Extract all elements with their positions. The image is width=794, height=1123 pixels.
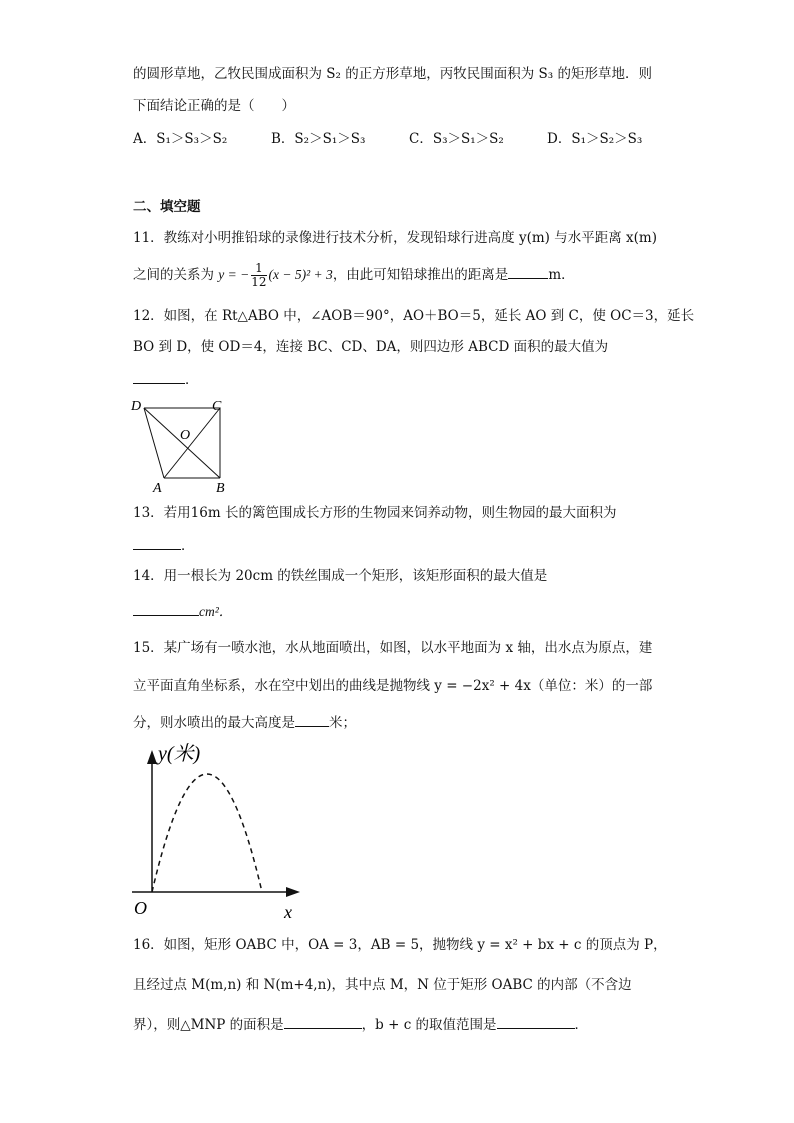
q11-frac-num: 1 [251, 262, 266, 276]
q12-line3 [133, 369, 199, 390]
y-axis-label: y(米) [158, 743, 201, 765]
label-o: O [180, 428, 191, 443]
edge-ad [144, 408, 164, 478]
q13-line1: 13．若用16m 长的篱笆围成长方形的生物园来饲养动物，则生物园的最大面积为 [133, 505, 617, 521]
q16-line3 [133, 1014, 588, 1035]
q16-answer-blank-1[interactable] [284, 1014, 362, 1029]
q11-line2 [133, 260, 575, 290]
q14-unit: cm²． [199, 604, 233, 619]
q10-options [133, 129, 685, 149]
q15-line2: 立平面直角坐标系，水在空中划出的曲线是抛物线 y = −2x² + 4x（单位：米）的一部 [133, 678, 653, 694]
q10-option-d: D．S₁＞S₂＞S₃ [547, 131, 643, 147]
q11-line1: 11．教练对小明推铅球的录像进行技术分析，发现铅球行进高度 y(m) 与水平距离 x(m) [133, 230, 657, 246]
diagonal-db [144, 408, 220, 478]
q12-figure [128, 394, 238, 496]
q11-unit: m． [548, 267, 575, 283]
q12-line2: BO 到 D，使 OD＝4，连接 BC、CD、DA，则四边形 ABCD 面积的最大值为 [133, 339, 609, 355]
q15-figure [130, 738, 310, 923]
diagonal-ac [164, 408, 220, 478]
q13-end: ． [181, 538, 195, 554]
q11-formula-b: (x − 5)² + 3 [268, 267, 333, 282]
q16-line2: 且经过点 M(m,n) 和 N(m+4,n)，其中点 M，N 位于矩形 OABC 的内部（不含边 [133, 977, 632, 993]
x-axis-label: x [284, 902, 292, 922]
q15-answer-blank[interactable] [295, 712, 329, 727]
parabola-curve [152, 774, 262, 892]
x-axis-arrow [286, 887, 300, 897]
y-axis-arrow [147, 750, 157, 764]
label-b: B [216, 481, 225, 496]
q16-line3-b: ，b + c 的取值范围是 [361, 1017, 497, 1033]
q12-answer-blank[interactable] [133, 369, 185, 384]
q16-end: ． [574, 1017, 589, 1033]
q15-line1: 15．某广场有一喷水池，水从地面喷出，如图，以水平地面为 x 轴，出水点为原点，建 [133, 640, 653, 656]
q15-line3-a: 分，则水喷出的最大高度是 [133, 715, 295, 731]
q13-line2 [133, 535, 195, 556]
q14-line1: 14．用一根长为 20cm 的铁丝围成一个矩形，该矩形面积的最大值是 [133, 568, 548, 584]
q10-option-c: C．S₃＞S₁＞S₂ [409, 131, 504, 147]
q15-line3 [133, 712, 356, 733]
q10-line1: 的圆形草地，乙牧民围成面积为 S₂ 的正方形草地，丙牧民围面积为 S₃ 的矩形草地．则 [133, 66, 652, 82]
q16-answer-blank-2[interactable] [497, 1014, 575, 1029]
q10-option-a: A．S₁＞S₃＞S₂ [133, 131, 228, 147]
q15-line3-b: 米； [329, 715, 356, 731]
q14-line2 [133, 601, 232, 622]
label-a: A [153, 481, 162, 496]
q12-line1: 12．如图，在 Rt△ABO 中，∠AOB＝90°，AO＋BO＝5，延长 AO 到 C，使 OC＝3，延长 [133, 308, 695, 324]
label-c: C [212, 399, 222, 414]
q11-suffix: ，由此可知铅球推出的距离是 [332, 267, 509, 283]
q16-line3-a: 界），则△MNP 的面积是 [133, 1017, 284, 1033]
q11-answer-blank[interactable] [508, 264, 548, 279]
q10-line2: 下面结论正确的是（ ） [133, 98, 295, 114]
q12-end: ． [185, 372, 199, 388]
section-title: 二、填空题 [133, 199, 201, 215]
q11-fraction [251, 262, 266, 289]
q16-line1: 16．如图，矩形 OABC 中，OA = 3，AB = 5，抛物线 y = x² + bx + c 的顶点为 P， [133, 937, 667, 953]
q14-answer-blank[interactable] [133, 601, 199, 616]
origin-label: O [134, 898, 147, 918]
q11-prefix: 之间的关系为 [133, 267, 214, 283]
q10-option-b: B．S₂＞S₁＞S₃ [271, 131, 366, 147]
label-d: D [131, 399, 142, 414]
q11-formula-a: y = − [218, 267, 250, 282]
q11-frac-den: 12 [251, 275, 267, 289]
q13-answer-blank[interactable] [133, 535, 181, 550]
